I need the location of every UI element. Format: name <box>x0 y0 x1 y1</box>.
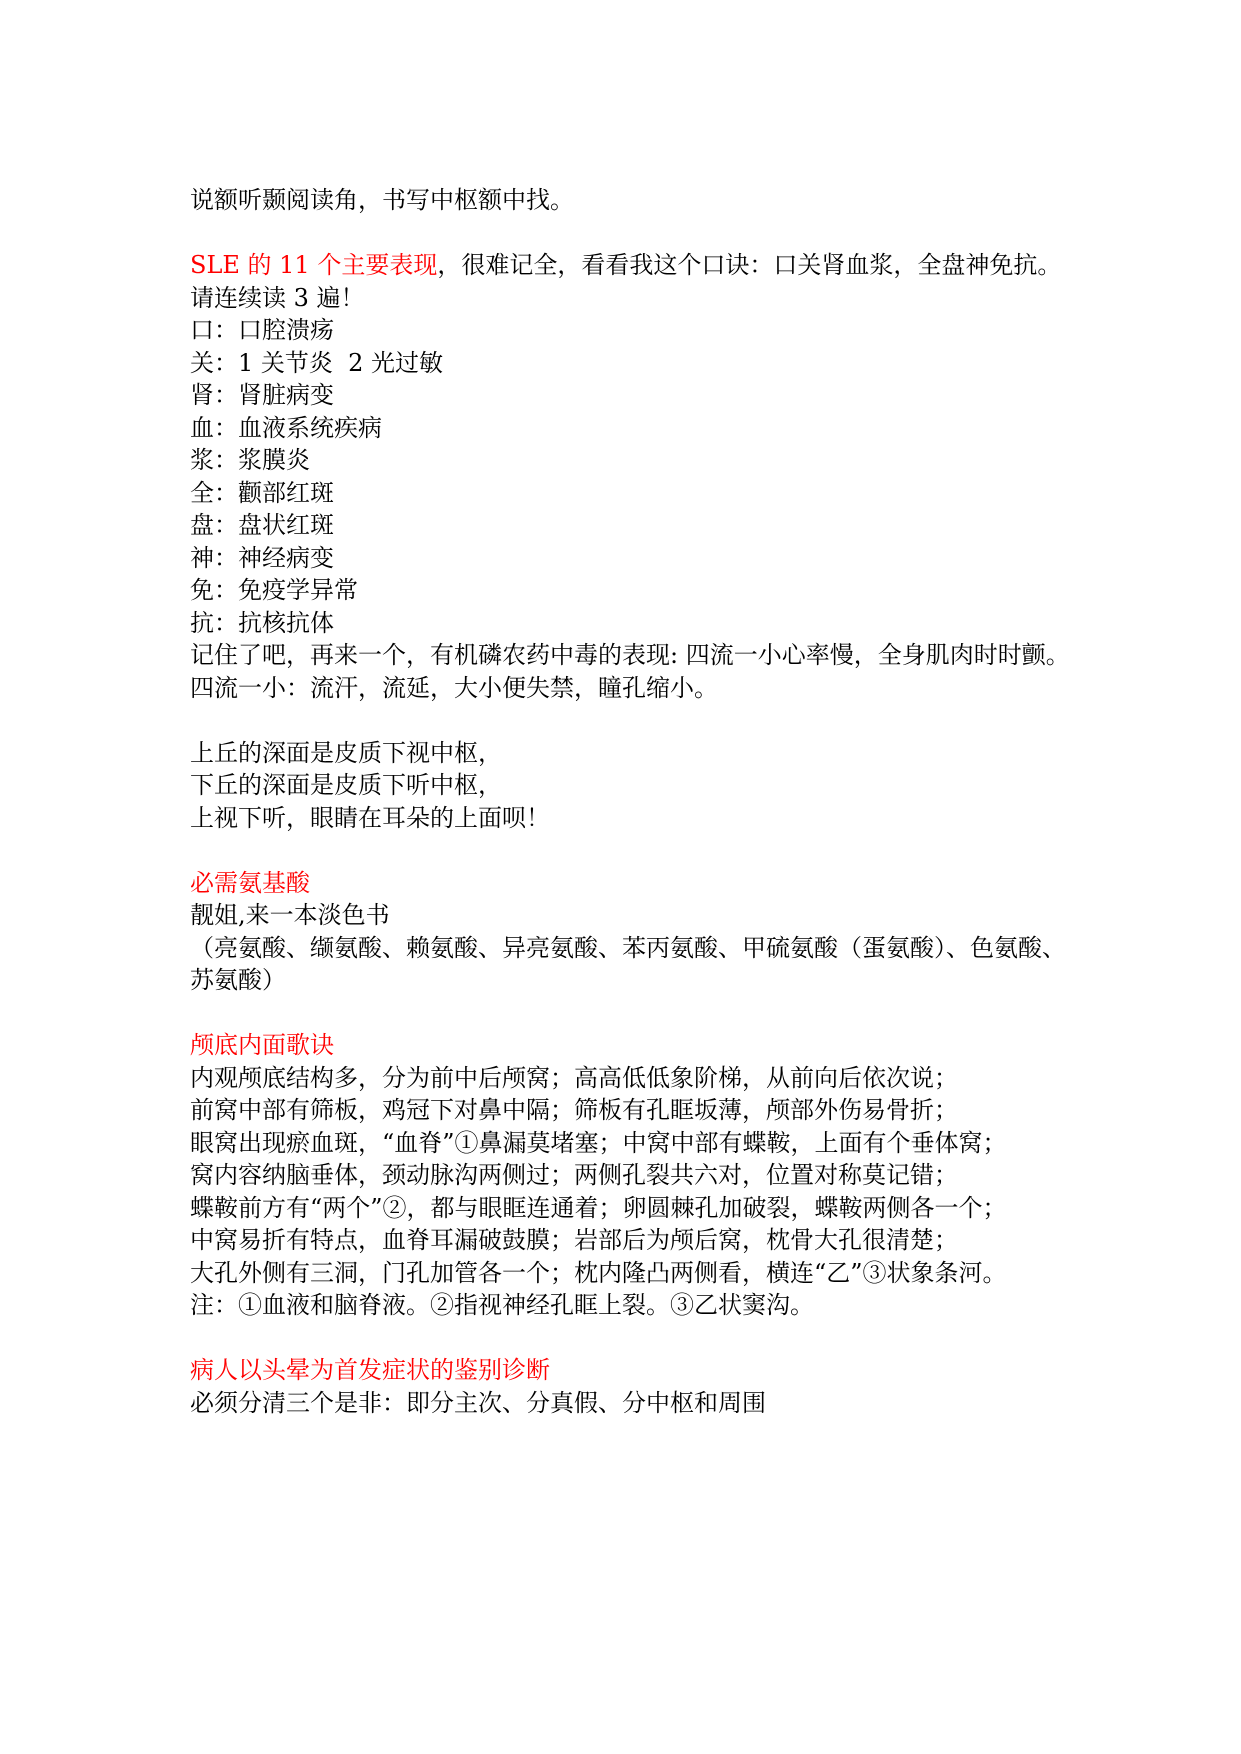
sle-item: 盘：盘状红斑 <box>190 511 334 539</box>
skull-base-heading: 颅底内面歌诀 <box>190 1031 334 1059</box>
spacer <box>190 217 1070 250</box>
sle-item: 口：口腔溃疡 <box>190 316 334 344</box>
skull-base-line: 窝内容纳脑垂体，颈动脉沟两侧过；两侧孔裂共六对，位置对称莫记错； <box>190 1161 958 1189</box>
colliculus-line: 上丘的深面是皮质下视中枢， <box>190 738 502 767</box>
amino-acids-heading: 必需氨基酸 <box>190 868 310 897</box>
skull-base-note: 注：①血液和脑脊液。②指视神经孔眶上裂。③乙状窦沟。 <box>190 1291 814 1319</box>
spacer <box>190 997 1070 1030</box>
sle-item: 关：1 关节炎 2 光过敏 <box>190 348 444 377</box>
skull-base-line: 大孔外侧有三洞，门孔加管各一个；枕内隆凸两侧看，横连“乙”③状象条河。 <box>190 1258 1007 1287</box>
organophosphate-detail: 四流一小：流汗，流延，大小便失禁，瞳孔缩小。 <box>190 673 718 702</box>
dizziness-heading: 病人以头晕为首发症状的鉴别诊断 <box>190 1356 550 1384</box>
organophosphate-text: 记住了吧，再来一个，有机磷农药中毒的表现: 四流一小心率慢，全身肌肉时时颤。 <box>190 641 1070 669</box>
skull-base-line: 内观颅底结构多，分为前中后颅窝；高高低低象阶梯，从前向后依次说； <box>190 1063 958 1092</box>
sle-item: 免：免疫学异常 <box>190 576 358 604</box>
sle-instruction: 请连续读 3 遍！ <box>190 283 365 312</box>
spacer <box>190 834 1070 867</box>
sle-heading-line <box>190 249 1070 282</box>
sle-heading: SLE 的 11 个主要表现 <box>190 251 438 279</box>
sle-item: 浆：浆膜炎 <box>190 446 310 474</box>
amino-acids-list: （亮氨酸、缬氨酸、赖氨酸、异亮氨酸、苯丙氨酸、甲硫氨酸（蛋氨酸）、色氨酸、苏氨酸） <box>190 933 1066 994</box>
sle-item: 血：血液系统疾病 <box>190 413 382 442</box>
dizziness-text: 必须分清三个是非：即分主次、分真假、分中枢和周围 <box>190 1388 766 1417</box>
sle-heading-rest: ，很难记全，看看我这个口诀：口关肾血浆，全盘神免抗。 <box>437 251 1062 279</box>
sle-item: 神：神经病变 <box>190 543 334 572</box>
spacer <box>190 704 1070 737</box>
sle-item: 肾：肾脏病变 <box>190 381 334 409</box>
colliculus-line: 上视下听，眼睛在耳朵的上面呗！ <box>190 803 550 832</box>
skull-base-line: 前窝中部有筛板，鸡冠下对鼻中隔；筛板有孔眶坂薄，颅部外伤易骨折； <box>190 1096 958 1124</box>
colliculus-line: 下丘的深面是皮质下听中枢， <box>190 771 502 799</box>
skull-base-line: 眼窝出现瘀血斑，“血脊”①鼻漏莫堵塞；中窝中部有蝶鞍，上面有个垂体窝； <box>190 1128 1007 1157</box>
sle-item: 抗：抗核抗体 <box>190 608 334 637</box>
sle-item: 全：颧部红斑 <box>190 478 334 507</box>
spacer <box>190 1322 1070 1355</box>
skull-base-line: 蝶鞍前方有“两个”②，都与眼眶连通着；卵圆棘孔加破裂，蝶鞍两侧各一个； <box>190 1193 1007 1222</box>
amino-acids-mnemonic: 靓姐,来一本淡色书 <box>190 901 390 929</box>
skull-base-line: 中窝易折有特点，血脊耳漏破鼓膜；岩部后为颅后窝，枕骨大孔很清楚； <box>190 1226 958 1254</box>
document-page <box>190 184 1070 1419</box>
intro-text: 说额听颞阅读角，书写中枢额中找。 <box>190 186 574 214</box>
